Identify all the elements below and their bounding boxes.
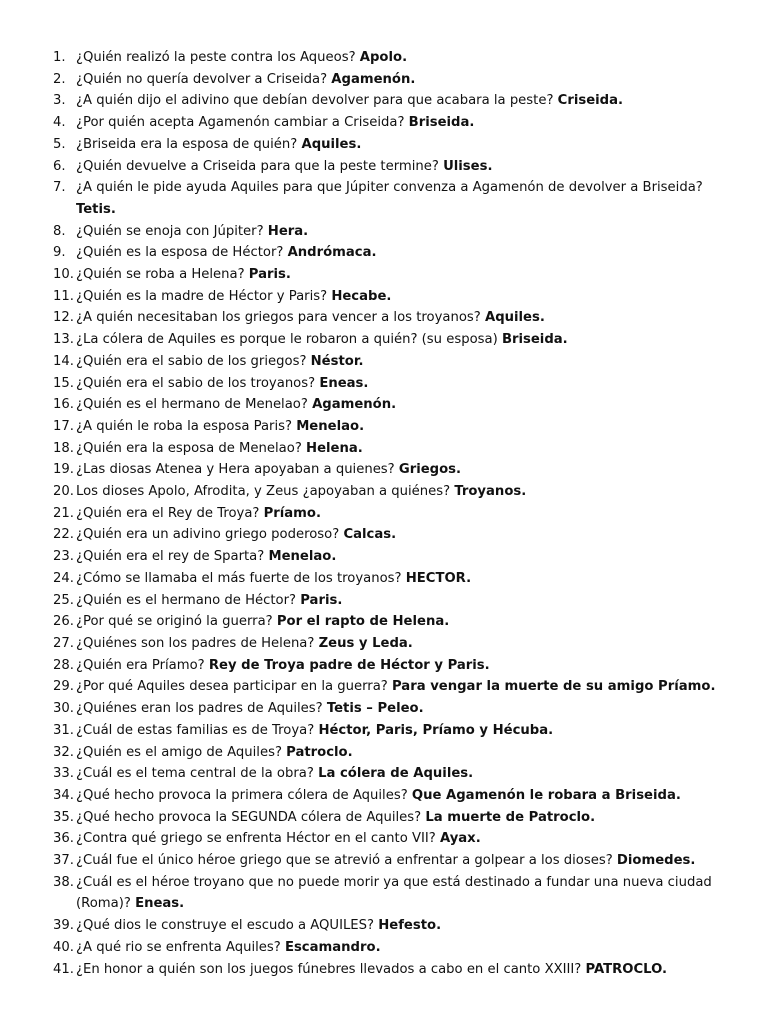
list-item <box>0 351 768 373</box>
list-item <box>0 959 768 981</box>
list-item <box>0 828 768 850</box>
answer-text: Agamenón <box>312 397 392 413</box>
answer-period: . <box>179 896 185 912</box>
item-number: 21. <box>53 505 74 521</box>
item-number: 39. <box>53 918 74 934</box>
question-text: ¿Cómo se llamaba el más fuerte de los troyanos? <box>76 570 406 586</box>
answer-period: . <box>618 93 624 109</box>
answer-period: . <box>402 50 408 65</box>
answer-text: Andrómaca <box>287 245 372 261</box>
list-item <box>0 676 768 698</box>
list-item <box>0 590 768 612</box>
question-text: ¿Quién se roba a Helena? <box>76 267 249 283</box>
answer-period: . <box>444 614 450 630</box>
answer-period: . <box>456 462 462 478</box>
answer-period: . <box>386 288 392 304</box>
answer-text: Hera <box>267 223 304 239</box>
list-item <box>0 524 768 546</box>
list-item <box>0 438 768 460</box>
item-number: 23. <box>53 549 74 565</box>
answer-text: HECTOR <box>405 570 467 586</box>
answer-period: . <box>675 787 681 803</box>
question-text: ¿Quién se enoja con Júpiter? <box>76 223 268 239</box>
list-item <box>0 655 768 677</box>
question-text: ¿Quién era un adivino griego poderoso? <box>76 527 344 543</box>
question-text: ¿Quién era el Rey de Troya? <box>76 505 264 521</box>
answer-period: . <box>391 527 397 543</box>
item-number: 24. <box>53 570 74 586</box>
question-text: ¿Qué hecho provoca la primera cólera de Aquiles? <box>76 787 412 803</box>
answer-period: . <box>475 831 481 847</box>
list-item <box>0 698 768 720</box>
answer-period: . <box>436 918 442 934</box>
item-number: 19. <box>53 462 74 478</box>
question-text: ¿Quién es el hermano de Menelao? <box>76 397 313 413</box>
answer-period: . <box>357 440 363 456</box>
list-item <box>0 872 768 915</box>
item-number: 17. <box>53 418 74 434</box>
answer-period: . <box>371 245 377 261</box>
item-number: 30. <box>53 701 74 717</box>
list-item <box>0 481 768 503</box>
question-text: ¿A quién necesitaban los griegos para vencer a los troyanos? <box>76 310 485 326</box>
question-text: ¿Quién es el hermano de Héctor? <box>76 592 301 608</box>
answer-period: . <box>356 136 362 152</box>
question-text: ¿A quién le roba la esposa Paris? <box>76 418 297 434</box>
question-text: ¿En honor a quién son los juegos fúnebres llevados a cabo en el canto XXIII? <box>76 961 586 977</box>
item-number: 25. <box>53 592 74 608</box>
item-number: 8. <box>53 223 66 239</box>
list-item <box>0 307 768 329</box>
question-text: ¿Quién es la esposa de Héctor? <box>76 245 288 261</box>
item-number: 3. <box>53 93 66 109</box>
list-item <box>0 459 768 481</box>
question-text: ¿Cuál fue el único héroe griego que se atrevió a enfrentar a golpear a los dioses? <box>76 853 617 869</box>
question-text: ¿Las diosas Atenea y Hera apoyaban a quienes? <box>76 462 399 478</box>
list-item <box>0 221 768 243</box>
item-number: 5. <box>53 136 66 152</box>
answer-text: Eneas <box>135 896 180 912</box>
item-number: 14. <box>53 353 74 369</box>
answer-period: . <box>562 332 568 348</box>
answer-period: . <box>590 809 596 825</box>
list-item <box>0 785 768 807</box>
answer-period: . <box>468 766 474 782</box>
answer-period: . <box>391 397 397 413</box>
list-item <box>0 394 768 416</box>
answer-text: Para vengar la muerte de su amigo Príamo <box>391 679 711 695</box>
item-number: 9. <box>53 245 66 261</box>
list-item <box>0 763 768 785</box>
answer-text: Paris <box>300 592 338 608</box>
answer-period: . <box>315 505 321 521</box>
question-text: ¿A quién dijo el adivino que debían devolver para que acabara la peste? <box>76 93 558 109</box>
question-text: ¿Qué dios le construye el escudo a AQUILES? <box>76 918 379 934</box>
item-number: 34. <box>53 787 74 803</box>
answer-period: . <box>662 961 668 977</box>
list-item <box>0 156 768 178</box>
answer-period: . <box>410 71 416 87</box>
answer-period: . <box>358 353 364 369</box>
question-text: ¿Quién no quería devolver a Criseida? <box>76 71 332 87</box>
item-number: 11. <box>53 288 74 304</box>
item-number: 16. <box>53 397 74 413</box>
answer-text: Menelao <box>296 418 360 434</box>
list-item <box>0 720 768 742</box>
answer-period: . <box>690 853 696 869</box>
question-text: ¿Contra qué griego se enfrenta Héctor en el canto VII? <box>76 831 440 847</box>
list-item <box>0 633 768 655</box>
item-number: 26. <box>53 614 74 630</box>
item-number: 37. <box>53 853 74 869</box>
answer-period: . <box>331 549 337 565</box>
answer-text: Apolo <box>359 50 403 65</box>
answer-text: Néstor <box>310 353 359 369</box>
answer-text: La cólera de Aquiles <box>318 766 469 782</box>
question-text: ¿Por qué Aquiles desea participar en la guerra? <box>76 679 392 695</box>
answer-text: Calcas <box>343 527 392 543</box>
question-text: ¿Quién era la esposa de Menelao? <box>76 440 307 456</box>
list-item <box>0 112 768 134</box>
answer-period: . <box>484 657 490 673</box>
item-number: 13. <box>53 332 74 348</box>
list-item <box>0 177 768 220</box>
answer-text: Aquiles <box>301 136 357 152</box>
question-text: Los dioses Apolo, Afrodita, y Zeus ¿apoyaban a quiénes? <box>76 484 455 500</box>
question-text: ¿Por quién acepta Agamenón cambiar a Criseida? <box>76 115 409 131</box>
question-text: ¿Quiénes son los padres de Helena? <box>76 635 319 651</box>
item-number: 35. <box>53 809 74 825</box>
answer-period: . <box>303 223 309 239</box>
answer-period: . <box>375 939 381 955</box>
list-item <box>0 264 768 286</box>
answer-period: . <box>710 679 716 695</box>
question-text: ¿Quiénes eran los padres de Aquiles? <box>76 701 327 717</box>
list-item <box>0 568 768 590</box>
list-item <box>0 373 768 395</box>
answer-text: Zeus y Leda <box>318 635 408 651</box>
answer-period: . <box>487 158 493 174</box>
item-number: 6. <box>53 158 66 174</box>
answer-period: . <box>285 267 291 283</box>
list-item <box>0 329 768 351</box>
answer-text: Que Agamenón le robara a Briseida <box>411 787 676 803</box>
answer-text: PATROCLO <box>585 961 663 977</box>
question-text: ¿Quién realizó la peste contra los Aqueos? <box>76 50 360 65</box>
item-number: 4. <box>53 115 66 131</box>
question-text: ¿Quién es la madre de Héctor y Paris? <box>76 288 332 304</box>
answer-text: Eneas <box>319 375 364 391</box>
list-item <box>0 850 768 872</box>
item-number: 28. <box>53 657 74 673</box>
answer-period: . <box>407 635 413 651</box>
item-number: 29. <box>53 679 74 695</box>
question-text: ¿Quién era el sabio de los griegos? <box>76 353 311 369</box>
list-item <box>0 937 768 959</box>
item-number: 18. <box>53 440 74 456</box>
answer-text: Por el rapto de Helena <box>276 614 445 630</box>
question-text: ¿Quién es el amigo de Aquiles? <box>76 744 287 760</box>
question-text: ¿Quién devuelve a Criseida para que la peste termine? <box>76 158 444 174</box>
list-item <box>0 503 768 525</box>
answer-period: . <box>110 201 116 217</box>
item-number: 12. <box>53 310 74 326</box>
answer-period: . <box>521 484 527 500</box>
list-item <box>0 134 768 156</box>
answer-text: Príamo <box>263 505 316 521</box>
answer-text: Criseida <box>557 93 619 109</box>
item-number: 31. <box>53 722 74 738</box>
answer-period: . <box>539 310 545 326</box>
list-item <box>0 69 768 91</box>
list-item <box>0 742 768 764</box>
list-item <box>0 807 768 829</box>
item-number: 32. <box>53 744 74 760</box>
question-text: ¿A qué rio se enfrenta Aquiles? <box>76 939 285 955</box>
answer-text: Menelao <box>268 549 332 565</box>
question-list <box>0 47 768 980</box>
question-text: ¿Qué hecho provoca la SEGUNDA cólera de Aquiles? <box>76 809 426 825</box>
answer-text: Tetis – Peleo <box>326 701 419 717</box>
answer-text: Briseida <box>408 115 470 131</box>
answer-period: . <box>466 570 472 586</box>
list-item <box>0 611 768 633</box>
question-text: ¿Cuál de estas familias es de Troya? <box>76 722 319 738</box>
list-item <box>0 915 768 937</box>
answer-text: Patroclo <box>286 744 348 760</box>
answer-text: Ulises <box>443 158 488 174</box>
answer-period: . <box>337 592 343 608</box>
answer-text: Diomedes <box>616 853 691 869</box>
item-number: 2. <box>53 71 66 87</box>
answer-text: Ayax <box>439 831 476 847</box>
item-number: 33. <box>53 766 74 782</box>
answer-text: Rey de Troya padre de Héctor y Paris <box>208 657 485 673</box>
answer-text: Paris <box>248 267 286 283</box>
answer-period: . <box>347 744 353 760</box>
answer-text: Hefesto <box>378 918 437 934</box>
item-number: 27. <box>53 635 74 651</box>
answer-period: . <box>359 418 365 434</box>
question-text: ¿A quién le pide ayuda Aquiles para que Júpiter convenza a Agamenón de devolver a Briseida? <box>76 180 703 196</box>
question-text: ¿Cuál es el tema central de la obra? <box>76 766 319 782</box>
question-text: ¿Quién era el sabio de los troyanos? <box>76 375 320 391</box>
list-item <box>0 242 768 264</box>
answer-text: Agamenón <box>331 71 411 87</box>
item-number: 41. <box>53 961 74 977</box>
question-text: ¿La cólera de Aquiles es porque le robaron a quién? (su esposa) <box>76 332 502 348</box>
question-text: ¿Por qué se originó la guerra? <box>76 614 277 630</box>
list-item <box>0 286 768 308</box>
item-number: 40. <box>53 939 74 955</box>
answer-text: La muerte de Patroclo <box>425 809 591 825</box>
item-number: 7. <box>53 180 66 196</box>
answer-text: Tetis <box>76 201 111 217</box>
list-item <box>0 546 768 568</box>
question-text: ¿Briseida era la esposa de quién? <box>76 136 302 152</box>
item-number: 10. <box>53 267 74 283</box>
item-number: 15. <box>53 375 74 391</box>
answer-period: . <box>548 722 554 738</box>
list-item <box>0 416 768 438</box>
item-number: 38. <box>53 874 74 890</box>
answer-text: Helena <box>306 440 358 456</box>
question-text: ¿Quién era el rey de Sparta? <box>76 549 269 565</box>
answer-text: Aquiles <box>484 310 540 326</box>
list-item <box>0 90 768 112</box>
answer-text: Griegos <box>398 462 457 478</box>
item-number: 36. <box>53 831 74 847</box>
answer-text: Escamandro <box>284 939 376 955</box>
answer-text: Héctor, Paris, Príamo y Hécuba <box>318 722 549 738</box>
answer-text: Hecabe <box>331 288 387 304</box>
item-number: 20. <box>53 484 74 500</box>
item-number: 1. <box>53 50 66 65</box>
list-item <box>0 47 768 69</box>
question-text: ¿Cuál es el héroe troyano que no puede morir ya que está destinado a fundar una nueva ciudad (Roma)? <box>76 874 712 912</box>
answer-period: . <box>469 115 475 131</box>
question-text: ¿Quién era Príamo? <box>76 657 209 673</box>
answer-period: . <box>363 375 369 391</box>
answer-text: Troyanos <box>454 484 522 500</box>
answer-period: . <box>418 701 424 717</box>
item-number: 22. <box>53 527 74 543</box>
answer-text: Briseida <box>501 332 563 348</box>
